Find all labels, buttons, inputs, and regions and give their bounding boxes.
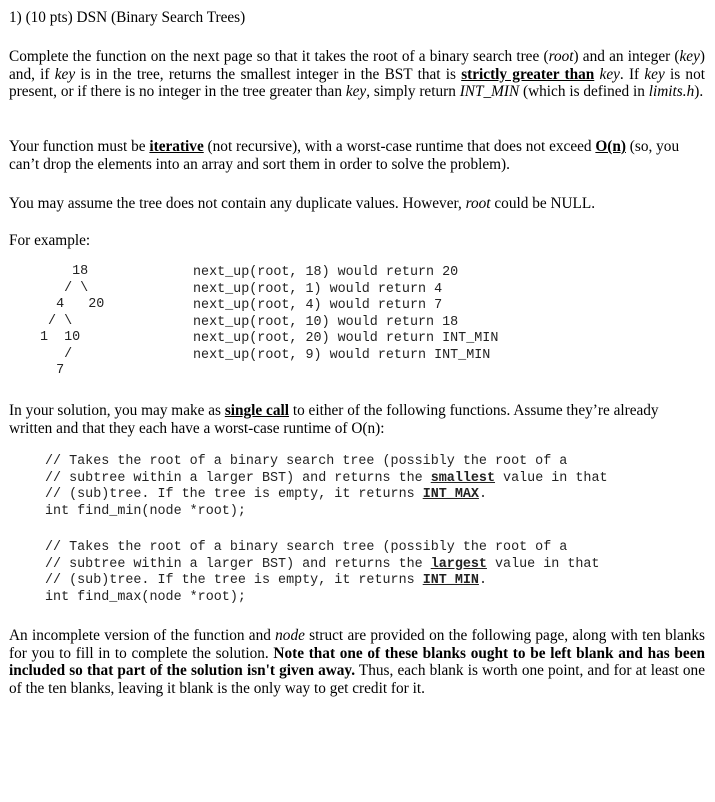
assumption-paragraph: You may assume the tree does not contain any duplicate values. However, root could be NULL. [9, 195, 596, 212]
intro-paragraph: Complete the function on the next page so that it takes the root of a binary search tree (root) and an integer (key) and, if key is in the tree, returns the smallest integer in the BST that is strictly greater than key. If key is not present, or if there is no integer in the tree greater than key, simply return INT_MIN (which is defined in limits.h). [9, 48, 705, 100]
bst-diagram: 18 / \ 4 20 / \ 1 10 / 7 [40, 264, 105, 378]
example-call: next_up(root, 1) would return 4 [193, 281, 443, 297]
final-paragraph: An incomplete version of the function and node struct are provided on the following page, along with ten blanks for you to fill in to complete the solution. Note that one of these blanks ought to be left blank and has been included so that part of the solution isn't given away. Thus, each blank is worth one point, and for at least one of the ten blanks, leaving it blank is the only way to get credit for it. [9, 627, 706, 697]
on-emphasis: O(n) [595, 138, 626, 155]
example-call: next_up(root, 10) would return 18 [193, 314, 459, 330]
example-call: next_up(root, 18) would return 20 [193, 265, 459, 280]
iterative-requirement-paragraph: Your function must be iterative (not recursive), with a worst-case runtime that does not exceed O(n) (so, you can’t drop the elements into an array and sort them in order to solve the problem). [9, 138, 680, 173]
question-title: 1) (10 pts) DSN (Binary Search Trees) [9, 9, 246, 26]
iterative-emphasis: iterative [149, 138, 204, 155]
find-min-code-block: // Takes the root of a binary search tree (possibly the root of a // subtree within a larger BST) and returns the smallest value in that // (sub)tree. If the tree is empty, it returns INT_MAX. int find_min(node *root); [45, 454, 608, 519]
strictly-greater-emphasis: strictly greater than [461, 65, 595, 83]
solution-paragraph: In your solution, you may make as single call to either of the following functions. Assume they’re already written and that they each have a worst-case runtime of O(n): [9, 402, 659, 437]
example-call: next_up(root, 20) would return INT_MIN [193, 331, 499, 346]
blank-note-emphasis: Note that one of these blanks ought to be left blank and has been included so that part of the solution isn't given away. [9, 644, 705, 679]
example-label: For example: [9, 232, 91, 249]
example-call: next_up(root, 9) would return INT_MIN [193, 347, 491, 363]
example-call: next_up(root, 4) would return 7 [193, 298, 443, 313]
single-call-emphasis: single call [224, 402, 289, 419]
find-max-code-block: // Takes the root of a binary search tree (possibly the root of a // subtree within a larger BST) and returns the largest value in that // (sub)tree. If the tree is empty, it returns INT_MIN. int find_max(node *root); [45, 540, 600, 605]
example-calls [193, 265, 498, 364]
